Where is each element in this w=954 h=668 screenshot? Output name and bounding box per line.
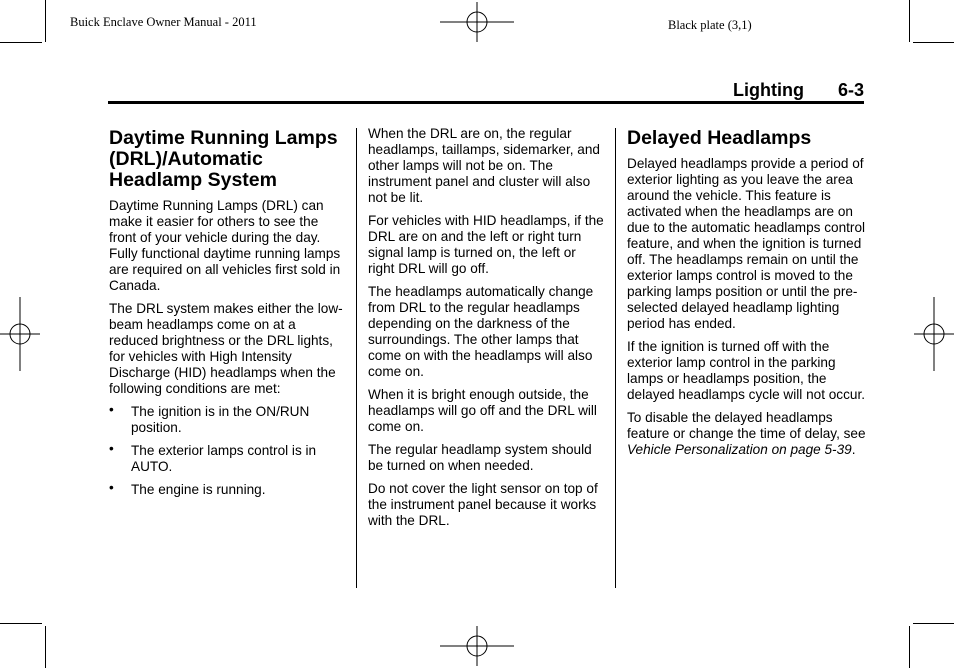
bullet-icon: • (109, 441, 114, 456)
paragraph: When the DRL are on, the regular headlamps, taillamps, sidemarker, and other lamps will not be on. The instrument panel and cluster will also not be lit. (368, 126, 600, 205)
paragraph: Do not cover the light sensor on top of the instrument panel because it works with the DRL. (368, 481, 598, 528)
bullet-icon: • (109, 480, 114, 495)
column-divider (356, 128, 357, 588)
crop-mark (0, 42, 42, 43)
list-item-text: The exterior lamps control is in AUTO. (131, 443, 317, 474)
middle-column (368, 126, 604, 536)
list-item (109, 443, 345, 475)
list-item (109, 404, 345, 436)
header-rule (108, 101, 864, 104)
conditions-list (109, 404, 345, 498)
cross-reference-link[interactable]: Vehicle Personalization on page 5-39 (627, 442, 852, 457)
page-number: 6-3 (837, 80, 864, 100)
paragraph: When it is bright enough outside, the headlamps will go off and the DRL will come on. (368, 387, 597, 434)
registration-mark-icon (440, 626, 514, 666)
list-item-text: The ignition is in the ON/RUN position. (131, 404, 310, 435)
section-title: Lighting (733, 80, 804, 100)
paragraph: Daytime Running Lamps (DRL) can make it easier for others to see the front of your vehicle during the day. Fully functional daytime running lamps are required on all vehicles first sold in Canada. (109, 198, 341, 293)
registration-mark-icon (0, 297, 40, 371)
plate-label: Black plate (3,1) (668, 18, 752, 32)
section-heading-drl: Daytime Running Lamps (DRL)/Automatic Headlamp System (109, 127, 338, 191)
paragraph-text: To disable the delayed headlamps feature or change the time of delay, see (627, 410, 866, 441)
crop-mark (45, 0, 46, 42)
crop-mark (0, 623, 42, 624)
left-column (109, 126, 345, 505)
crop-mark (909, 0, 910, 42)
column-divider (615, 128, 616, 588)
paragraph: The DRL system makes either the low-beam headlamps come on at a reduced brightness or the DRL lights, for vehicles with High Intensity Discharge (HID) headlamps when the following conditions are met: (109, 301, 343, 396)
list-item-text: The engine is running. (131, 482, 266, 497)
crop-mark (909, 626, 910, 668)
manual-title: Buick Enclave Owner Manual - 2011 (70, 15, 257, 29)
paragraph (627, 410, 867, 458)
crop-mark (45, 626, 46, 668)
list-item (109, 482, 345, 498)
paragraph-text: . (851, 442, 856, 457)
crop-mark (913, 623, 954, 624)
right-column (627, 126, 867, 465)
paragraph: The headlamps automatically change from DRL to the regular headlamps depending on the darkness of the surroundings. The other lamps that come on with the headlamps will also come on. (368, 284, 594, 379)
bullet-icon: • (109, 402, 114, 417)
running-head (733, 80, 864, 101)
crop-mark (913, 42, 954, 43)
registration-mark-icon (914, 297, 954, 371)
paragraph: If the ignition is turned off with the exterior lamp control in the parking lamps or headlamps position, the delayed headlamps cycle will not occur. (627, 339, 866, 402)
registration-mark-icon (440, 2, 514, 42)
paragraph: Delayed headlamps provide a period of exterior lighting as you leave the area around the vehicle. This feature is activated when the headlamps are on due to the automatic headlamps control feature, and when the ignition is turned off. The headlamps remain on until the exterior lamps control is moved to the parking lamps position or until the pre-selected delayed headlamp lighting period has ended. (627, 156, 866, 331)
paragraph: For vehicles with HID headlamps, if the DRL are on and the left or right turn signal lamp is turned on, the left or right DRL will go off. (368, 213, 604, 276)
section-heading-delayed-headlamps: Delayed Headlamps (627, 127, 812, 149)
paragraph: The regular headlamp system should be turned on when needed. (368, 442, 592, 473)
